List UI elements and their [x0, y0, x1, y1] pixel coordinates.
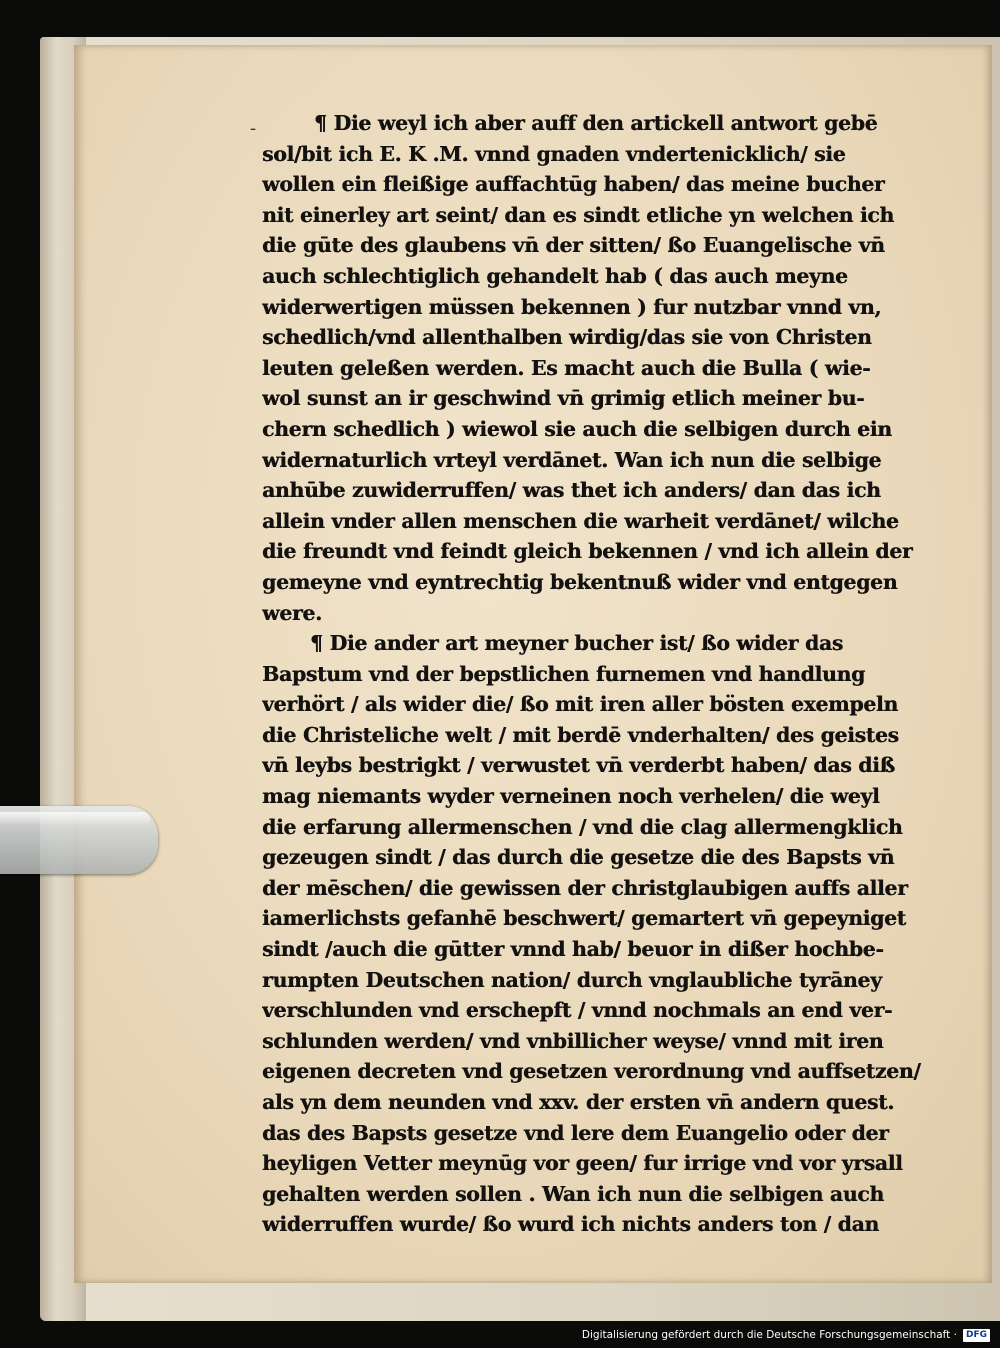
- text-line: verhört / als wider die/ ßo mit iren aller bösten exempeln: [262, 692, 898, 717]
- text-line: iamerlichsts gefanhē beschwert/ gemartert vn̄ gepeyniget: [262, 906, 906, 931]
- text-line: der mēschen/ die gewissen der christglaubigen auffs aller: [262, 875, 908, 900]
- text-line: die Christeliche welt / mit berdē vnderhalten/ des geistes: [262, 722, 899, 747]
- text-line: Bapstum vnd der bepstlichen furnemen vnd handlung: [262, 661, 865, 686]
- text-line: als yn dem neunden vnd xxv. der ersten vn̄ andern quest.: [262, 1090, 894, 1114]
- text-line: verschlunden vnd erschepft / vnnd nochmals an end ver-: [262, 998, 893, 1023]
- text-line: rumpten Deutschen nation/ durch vnglaubliche tyrāney: [262, 967, 882, 992]
- digitization-credit: [582, 1327, 990, 1343]
- text-line: nit einerley art seint/ dan es sindt etliche yn welchen ich: [262, 202, 894, 227]
- text-line: allein vnder allen menschen die warheit verdānet/ wilche: [262, 508, 899, 533]
- text-line: widerwertigen müssen bekennen ) fur nutzbar vnnd vn,: [262, 294, 882, 319]
- text-line: gezeugen sindt / das durch die gesetze die des Bapsts vn̄: [262, 845, 895, 870]
- text-line: eigenen decreten vnd gesetzen verordnung vnd auffsetzen/: [262, 1059, 921, 1084]
- text-line: ¶ Die ander art meyner bucher ist/ ßo wider das: [310, 631, 843, 656]
- margin-mark: -: [250, 118, 257, 139]
- text-line: were.: [262, 600, 322, 625]
- text-line: wollen ein fleißige auffachtūg haben/ das meine bucher: [262, 172, 885, 197]
- text-line: sol/bit ich E. K .M. vnnd gnaden vndertenicklich/ sie: [262, 141, 846, 166]
- text-line: die erfarung allermenschen / vnd die clag allermengklich: [262, 814, 903, 839]
- text-line: vn̄ leybs bestrigkt / verwustet vn̄ verderbt haben/ das diß: [262, 753, 895, 778]
- text-line: chern schedlich ) wiewol sie auch die selbigen durch ein: [262, 416, 892, 441]
- text-line: gemeyne vnd eyntrechtig bekentnuß wider vnd entgegen: [262, 569, 898, 594]
- page-text-block: [262, 108, 922, 1240]
- text-line: heyligen Vetter meynūg vor geen/ fur irrige vnd vor yrsall: [262, 1151, 903, 1176]
- text-line: anhūbe zuwiderruffen/ was thet ich anders/ dan das ich: [262, 478, 881, 503]
- text-line: das des Bapsts gesetze vnd lere dem Euangelio oder der: [262, 1120, 889, 1145]
- page-turn-strip: [0, 806, 158, 874]
- text-line: mag niemants wyder verneinen noch verhelen/ die weyl: [262, 784, 880, 809]
- text-line: die freundt vnd feindt gleich bekennen / vnd ich allein der: [262, 539, 913, 564]
- text-line: widerruffen wurde/ ßo wurd ich nichts anders ton / dan: [262, 1212, 879, 1237]
- text-line: widernaturlich vrteyl verdānet. Wan ich nun die selbige: [262, 447, 882, 472]
- text-line: schedlich/vnd allenthalben wirdig/das sie von Christen: [262, 325, 872, 350]
- text-line: schlunden werden/ vnd vnbillicher weyse/ vnnd mit iren: [262, 1028, 884, 1053]
- dfg-logo[interactable]: DFG: [963, 1329, 990, 1342]
- text-line: wol sunst an ir geschwind vn̄ grimig etlich meiner bu-: [262, 386, 865, 411]
- text-line: leuten geleßen werden. Es macht auch die Bulla ( wie-: [262, 355, 871, 380]
- credit-text: Digitalisierung gefördert durch die Deutsche Forschungsgemeinschaft ·: [581, 1329, 957, 1341]
- text-line: gehalten werden sollen . Wan ich nun die selbigen auch: [262, 1181, 884, 1206]
- text-line: die gūte des glaubens vn̄ der sitten/ ßo Euangelische vn̄: [262, 233, 885, 258]
- text-line: ¶ Die weyl ich aber auff den artickell antwort gebē: [314, 111, 878, 135]
- text-line: auch schlechtiglich gehandelt hab ( das auch meyne: [262, 263, 848, 288]
- text-line: sindt /auch die gūtter vnnd hab/ beuor in dißer hochbe-: [262, 937, 884, 962]
